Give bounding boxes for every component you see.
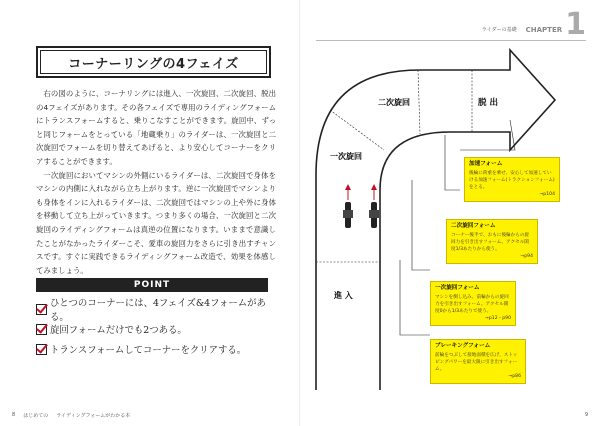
body-text — [36, 87, 276, 277]
point-text: 旋回フォームだけでも2つある。 — [50, 325, 187, 336]
point-item — [36, 339, 276, 359]
callout-page: →p104 — [539, 192, 555, 197]
point-text: ひとつのコーナーには、4フェイズ&4フォームがある。 — [50, 298, 266, 323]
callout-page: →p86 — [508, 374, 521, 379]
paragraph-2: 一次旋回においてマシンの外側にいるライダーは、二次旋回で身体をマシンの内側に入れながら立ち上がります。逆に一次旋回でマシンよりも身体をインに入れるライダーは、二次旋回ではマシンの上や外に身体を移動して立ち上がっていきます。つまり多くの場合、一次旋回と二次旋回のライディングフォームは真逆の位置になります。いままで意識したことがなかったライダーこそ、愛車の旋回力をさらに引き出すチャンスです。すぐに実践できるライディングフォーム改造で、効果を体感してみましょう。 — [36, 170, 276, 275]
section-title: コーナーリングの4フェイズ — [36, 46, 271, 78]
phase-shinnyu: 進 入 — [334, 291, 353, 300]
right-page — [300, 0, 600, 426]
checkbox-icon — [36, 344, 47, 355]
chapter-label: ライダーの基礎 — [481, 27, 517, 33]
chapter-word: CHAPTER — [525, 26, 563, 34]
callout-leader — [400, 260, 430, 335]
callout-leader — [412, 180, 430, 270]
callout-text: コーナー後半で、おもに後輪からの旋回力を引き出すフォーム。アクセル開度1/3あたりから使う。 — [451, 233, 530, 252]
callout-text: 前輪をつぶして接地面積を広げ、ストッピングパワーを最大限に引き出すフォーム。 — [435, 353, 518, 372]
phase-divider — [330, 110, 384, 150]
motorcycle-icon — [369, 184, 379, 228]
point-item — [36, 298, 276, 323]
callout-acceleration — [464, 157, 560, 202]
paragraph-1: 右の図のように、コーナリングには進入、一次旋回、二次旋回、脱出の4フェイズがあります。その各フェイズで専用のライディングフォームにトランスフォームすると、乗りこなすことができます。旋回中、ずっと同じフォームをとっている「地蔵乗り」のライダーは、一次旋回と二次旋回でフォームを切り替えてあげると、より安心してコーナーをクリアすることができます。 — [36, 89, 276, 166]
checkbox-icon — [36, 304, 47, 315]
left-footer — [12, 412, 130, 419]
phase-niji: 二次旋回 — [378, 98, 410, 107]
callout-title: 二次旋回フォーム — [451, 223, 496, 229]
point-header: POINT — [36, 278, 268, 292]
footer-prefix: はじめての — [23, 413, 49, 419]
callout-text: 後輪に荷重を乗せ、安心して加速していける加速フォーム(トラクションフォーム)をとる。 — [469, 171, 555, 190]
callout-leader — [460, 120, 515, 150]
callout-braking — [430, 339, 526, 384]
callout-text: マシンを倒し込み、前輪からの旋回力を引き出すフォーム。アクセル開度0から1/3あたりで使う。 — [435, 295, 509, 314]
motorcycle-icon — [343, 184, 353, 228]
callout-page: →p94 — [520, 254, 533, 259]
callout-first-turn — [430, 281, 516, 326]
left-page-number: 8 — [12, 412, 16, 418]
checkbox-icon — [36, 324, 47, 335]
callout-title: 加速フォーム — [469, 161, 503, 167]
chapter-number: 1 — [565, 7, 586, 42]
phase-ichiji: 一次旋回 — [330, 152, 362, 161]
callout-title: ブレーキングフォーム — [435, 343, 491, 349]
phase-divider — [418, 70, 420, 134]
callout-leader — [445, 135, 460, 190]
point-list — [36, 299, 276, 359]
point-text: トランスフォームしてコーナーをクリアする。 — [50, 345, 247, 356]
footer-title: ライディングフォームがわかる本 — [56, 413, 131, 419]
callout-page: →p12・p90 — [485, 316, 511, 321]
callout-second-turn — [446, 219, 538, 264]
phase-dasshutsu: 脱 出 — [478, 98, 498, 108]
right-page-number: 9 — [584, 412, 588, 418]
callout-title: 一次旋回フォーム — [435, 285, 480, 291]
